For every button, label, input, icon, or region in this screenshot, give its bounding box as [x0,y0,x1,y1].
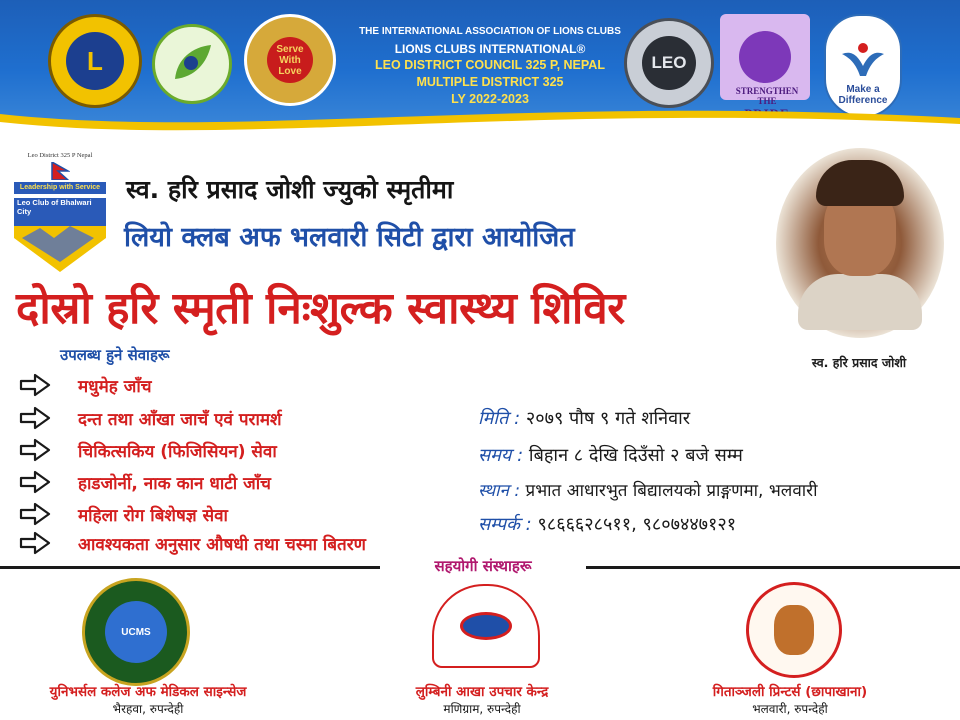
title-memorial: स्व. हरि प्रसाद जोशी ज्युको स्मृतीमा [126,175,454,204]
memorial-portrait [776,148,944,338]
service-item-label: महिला रोग बिशेषज्ञ सेवा [78,505,228,526]
ucms-logo [82,578,190,686]
place-label: स्थान : [478,481,521,501]
bird-icon [840,40,886,80]
lions-logo [48,14,142,108]
service-item-label: चिकित्सकिय (फिजिसियन) सेवा [78,441,277,462]
title-health-camp: दोस्रो हरि स्मृती निःशुल्क स्वास्थ्य शिविर [16,283,625,334]
lion-head-icon [739,31,791,83]
eye-icon [460,612,512,640]
sponsor-address-lumbini: मणिग्राम, रुपन्देही [443,702,521,716]
date-value: २०७९ पौष ९ गते शनिवार [525,408,691,429]
pride-small-text: STRENGTHEN THE [735,86,799,106]
mountain-icon [14,226,106,272]
sponsor-divider-right [586,566,960,569]
title-organizer: लियो क्लब अफ भलवारी सिटी द्वारा आयोजित [124,222,575,253]
right-arrow-outline-icon [18,470,52,494]
right-arrow-outline-icon [18,438,52,462]
header-district: LEO DISTRICT COUNCIL 325 P, NEPAL [375,58,605,72]
ucms-logo-text: UCMS [105,601,167,663]
header-org: LIONS CLUBS INTERNATIONAL® [394,42,586,56]
time-value: बिहान ८ देखि दिउँसो २ बजे सम्म [528,445,743,466]
portrait-icon [774,605,814,655]
event-date [478,406,690,430]
sponsor-name-gitanjali: गिताञ्जली प्रिन्टर्स (छापाखाना) [712,684,868,700]
portrait-hair [816,160,904,206]
sponsor-address-ucms: भैरहवा, रुपन्देही [112,702,184,716]
right-arrow-outline-icon [18,406,52,430]
service-item [18,467,271,497]
club-name-line2: City [17,207,32,216]
service-item-label: मधुमेह जाँच [78,376,152,397]
services-heading: उपलब्ध हुने सेवाहरू [60,346,170,364]
sponsor-divider-left [0,566,380,569]
leaf-icon [167,39,217,89]
leo-logo [624,18,714,108]
service-item [18,403,282,433]
difference-line1: Make a [846,84,880,95]
leo-logo-text: LEO [642,36,696,90]
right-arrow-outline-icon [18,531,52,555]
portrait-caption: स्व. हरि प्रसाद जोशी [811,355,907,370]
service-item-label: दन्त तथा आँखा जाचँ एवं परामर्श [78,409,282,430]
event-place [478,478,818,501]
service-item-label: हाडजोर्नी, नाक कान धाटी जाँच [78,473,271,494]
leo-club-badge [14,152,106,272]
right-arrow-outline-icon [18,502,52,526]
contact-label: सम्पर्क : [478,514,532,535]
service-item [18,435,277,465]
date-label: मिति : [478,408,521,429]
serve-with-love-text: Serve With Love [267,37,313,83]
service-item [18,499,228,529]
right-arrow-outline-icon [18,373,52,397]
header-year: LY 2022-2023 [451,92,529,106]
green-club-logo [152,24,232,104]
header-multiple-district: MULTIPLE DISTRICT 325 [416,75,564,89]
event-time [478,443,743,467]
header-association: THE INTERNATIONAL ASSOCIATION OF LIONS CLUBS [359,26,621,37]
place-value: प्रभात आधारभुत बिद्यालयको प्राङ्गणमा, भलवारी [525,481,818,501]
sponsor-name-lumbini: लुम्बिनी आखा उपचार केन्द्र [415,684,549,700]
serve-with-love-logo [244,14,336,106]
sponsor-address-gitanjali: भलवारी, रुपन्देही [752,702,828,716]
lumbini-eye-logo [432,584,540,668]
sponsors-heading: सहयोगी संस्थाहरू [434,557,532,575]
time-label: समय : [478,445,524,466]
nepal-flag-icon [50,162,70,180]
service-item [18,370,152,400]
service-item-label: आवश्यकता अनुसार औषधी तथा चस्मा बितरण [78,534,366,555]
event-contact [478,512,736,536]
club-badge-name [14,198,106,226]
sponsor-name-ucms: युनिभर्सल कलेज अफ मेडिकल साइन्सेज [49,684,247,700]
lions-logo-letter: L [66,32,124,90]
gitanjali-printers-logo [746,582,842,678]
difference-line2: Difference [838,95,888,106]
service-item [18,528,366,558]
club-badge-district: Leo District 325 P Nepal [27,152,93,159]
header-wave-decoration [0,96,960,156]
club-badge-tagline: Leadership with Service [14,182,106,194]
contact-value: ९८६६६२८५११, ९८०७४४७१२१ [537,514,737,535]
club-name-line1: Leo Club of Bhalwari [17,198,92,207]
portrait-shirt [798,274,922,330]
